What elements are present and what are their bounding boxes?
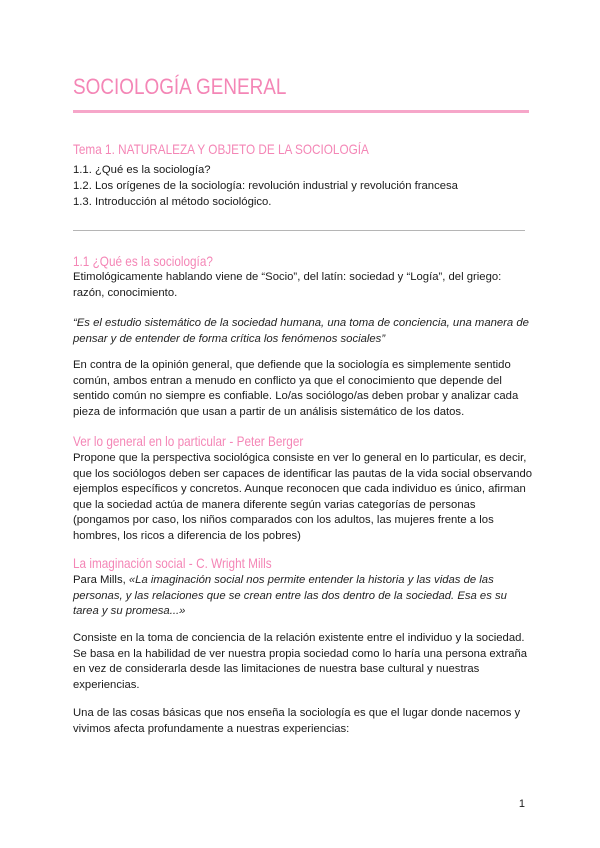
berger-paragraph: Propone que la perspectiva sociológica consiste en ver lo general en lo particular, es decir, que los sociólogos deben ser capaces de identificar las pautas de la vida social observando ejemplos específicos y concretos. Aunque reconocen que cada individuo es único, afirman que la sociedad actúa de manera diferente según varias categorías de personas (pongamos por caso, los niños comparados con los adultos, las mujeres frente a los hombres, los ricos a diferencia de los pobres)	[73, 452, 533, 542]
table-of-contents	[73, 162, 533, 210]
mills-quote: «La imaginación social nos permite entender la historia y las vidas de las personas, y las relaciones que se crean entre las dos dentro de la sociedad. Esa es su tarea y su promesa...»	[73, 574, 507, 617]
etymology-paragraph: Etimológicamente hablando viene de “Socio”, del latín: sociedad y “Logía”, del griego: razón, conocimiento.	[73, 271, 502, 299]
section-heading: Tema 1. NATURALEZA Y OBJETO DE LA SOCIOLOGÍA	[73, 141, 369, 157]
common-sense-paragraph: En contra de la opinión general, que defiende que la sociología es simplemente sentido común, ambos entran a menudo en conflicto ya que el conocimiento que depende del sentido común no siempre es confiable. Lo/as sociólogo/as deben probar y analizar cada pieza de información que usan a partir de un análisis sistemático de los datos.	[73, 359, 519, 418]
page-number: 1	[518, 798, 525, 810]
toc-item: 1.3. Introducción al método sociológico.	[73, 196, 272, 208]
subsection-heading-mills: La imaginación social - C. Wright Mills	[73, 555, 272, 571]
subsection-heading-what-is-sociology: 1.1 ¿Qué es la sociología?	[73, 253, 213, 269]
birthplace-paragraph: Una de las cosas básicas que nos enseña la sociología es que el lugar donde nacemos y vivimos afecta profundamente a nuestras experiencias:	[73, 707, 521, 735]
mills-quote-paragraph	[73, 573, 533, 620]
definition-quote: “Es el estudio sistemático de la sociedad humana, una toma de conciencia, una manera de pensar y de entender de forma crítica los fenómenos sociales”	[73, 317, 529, 345]
section-divider	[73, 230, 525, 231]
toc-item: 1.2. Los orígenes de la sociología: revolución industrial y revolución francesa	[73, 180, 458, 192]
imagination-paragraph: Consiste en la toma de conciencia de la relación existente entre el individuo y la sociedad. Se basa en la habilidad de ver nuestra propia sociedad como lo haría una persona extraña en vez de considerarla desde las limitaciones de nuestra base cultural y nuestras experiencias.	[73, 632, 528, 691]
toc-item: 1.1. ¿Qué es la sociología?	[73, 164, 211, 176]
subsection-heading-berger: Ver lo general en lo particular - Peter Berger	[73, 433, 304, 449]
mills-lead: Para Mills,	[73, 574, 129, 586]
page-title: SOCIOLOGÍA GENERAL	[73, 74, 287, 99]
title-underline	[73, 110, 529, 113]
